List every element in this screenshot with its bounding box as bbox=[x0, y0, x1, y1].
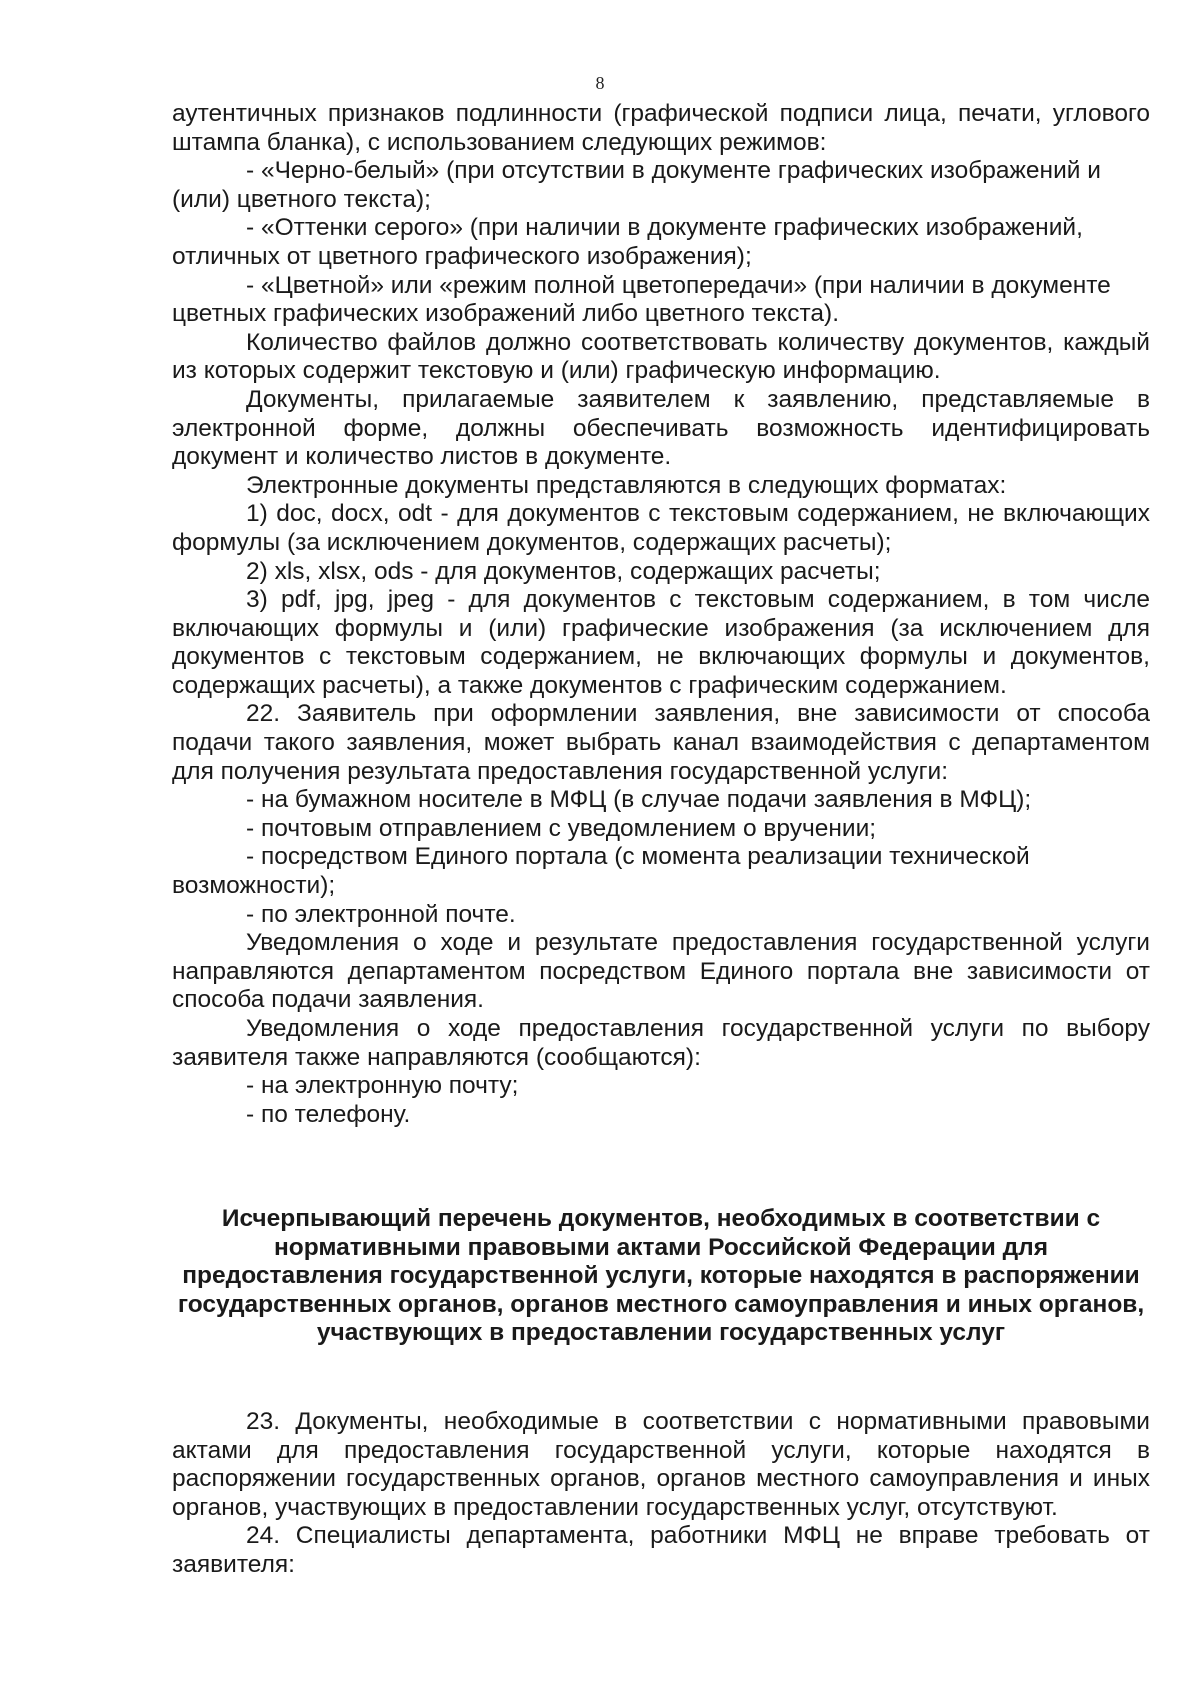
section-heading: Исчерпывающий перечень документов, необходимых в соответствии с нормативными правовыми актами Российской Федерации для предоставления государственной услуги, которые находятся в распоряжении государственных органов, органов местного самоуправления и иных органов, участвующих в предоставлении государственных услуг bbox=[177, 1205, 1145, 1347]
list-item: - «Черно-белый» (при отсутствии в документе графических изображений и (или) цветного текста); bbox=[172, 157, 1101, 213]
paragraph: 23. Документы, необходимые в соответствии с нормативными правовыми актами для предоставления государственной услуги, которые находятся в распоряжении государственных органов, органов местного самоуправления и иных органов, участвующих в предоставлении государственных услуг, отсутствуют. bbox=[172, 1408, 1150, 1521]
paragraph: Уведомления о ходе предоставления государственной услуги по выбору заявителя также направляются (сообщаются): bbox=[172, 1015, 1150, 1071]
list-item: - почтовым отправлением с уведомлением о вручении; bbox=[246, 814, 877, 842]
list-item: - на бумажном носителе в МФЦ (в случае подачи заявления в МФЦ); bbox=[246, 786, 1032, 814]
list-item: - посредством Единого портала (с момента реализации технической возможности); bbox=[172, 843, 1030, 900]
paragraph: 22. Заявитель при оформлении заявления, вне зависимости от способа подачи такого заявления, может выбрать канал взаимодействия с департаментом для получения результата предоставления государственной услуги: bbox=[172, 700, 1150, 785]
paragraph: Документы, прилагаемые заявителем к заявлению, представляемые в электронной форме, должны обеспечивать возможность идентифицировать документ и количество листов в документе. bbox=[172, 385, 1150, 471]
list-item: - по электронной почте. bbox=[246, 900, 516, 928]
paragraph: 2) xls, xlsx, ods - для документов, содержащих расчеты; bbox=[246, 557, 881, 585]
paragraph: 3) pdf, jpg, jpeg - для документов с текстовым содержанием, в том числе включающих формулы и (или) графические изображения (за исключением для документов с текстовым содержанием, не включающих формулы и документов, содержащих расчеты), а также документов с графическим содержанием. bbox=[172, 586, 1150, 699]
list-item: - по телефону. bbox=[246, 1100, 411, 1128]
paragraph: 24. Специалисты департамента, работники МФЦ не вправе требовать от заявителя: bbox=[172, 1522, 1150, 1578]
paragraph: 1) doc, docx, odt - для документов с текстовым содержанием, не включающих формулы (за исключением документов, содержащих расчеты); bbox=[172, 500, 1150, 556]
paragraph: Электронные документы представляются в следующих форматах: bbox=[246, 471, 1007, 499]
list-item: - «Цветной» или «режим полной цветопередачи» (при наличии в документе цветных графических изображений либо цветного текста). bbox=[172, 271, 1111, 328]
page-number: 8 bbox=[595, 73, 605, 93]
paragraph: Количество файлов должно соответствовать количеству документов, каждый из которых содержит текстовую и (или) графическую информацию. bbox=[172, 328, 1150, 385]
list-item: - на электронную почту; bbox=[246, 1072, 519, 1100]
list-item: - «Оттенки серого» (при наличии в документе графических изображений, отличных от цветного графического изображения); bbox=[172, 214, 1083, 270]
paragraph: Уведомления о ходе и результате предоставления государственной услуги направляются департаментом посредством Единого портала вне зависимости от способа подачи заявления. bbox=[172, 929, 1150, 1014]
body-text-top bbox=[172, 100, 1150, 1129]
body-text-bottom bbox=[172, 1408, 1150, 1580]
paragraph: аутентичных признаков подлинности (графической подписи лица, печати, углового штампа бланка), с использованием следующих режимов: bbox=[172, 100, 1150, 156]
